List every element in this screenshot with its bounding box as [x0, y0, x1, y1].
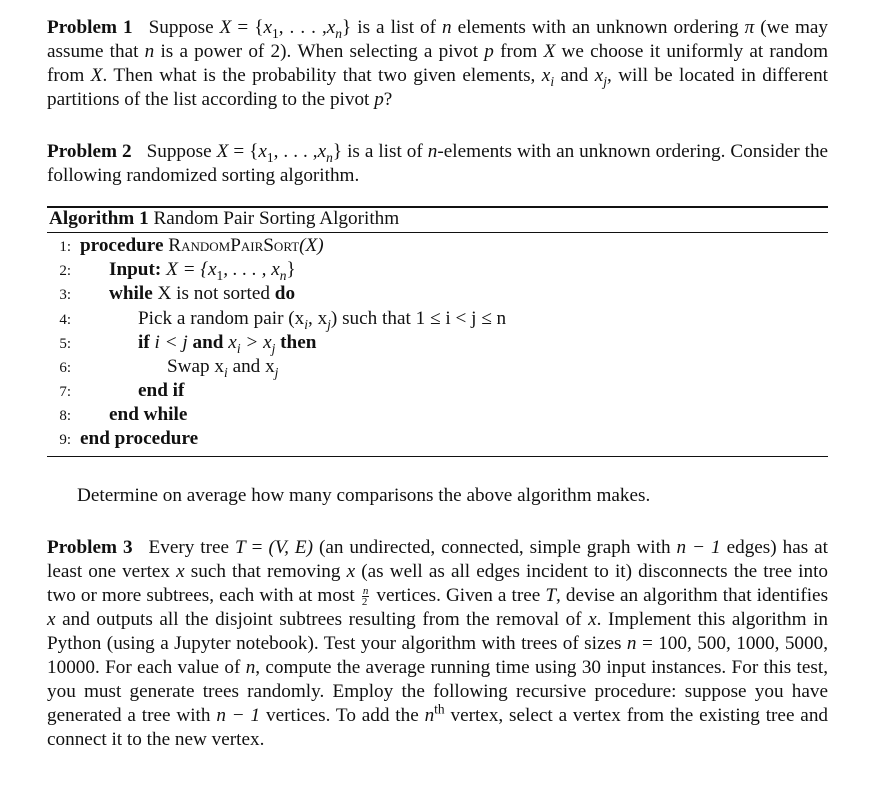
math: x — [176, 561, 185, 582]
math: x — [47, 609, 56, 630]
math: n — [144, 41, 155, 62]
text: Suppose — [146, 141, 212, 162]
text: edges) has at least one vertex — [47, 537, 829, 582]
keyword: then — [280, 332, 317, 353]
math: 100, 500, 1000, 5000, 10000 — [47, 633, 829, 678]
algorithm-line-1 — [47, 234, 828, 259]
math: 1 — [272, 25, 279, 41]
math: n — [326, 149, 333, 165]
algorithm-line-7 — [47, 379, 828, 404]
text: is a power of 2). When selecting a pivot — [160, 41, 479, 62]
text: from — [500, 41, 538, 62]
keyword: Input: — [109, 259, 162, 280]
math: X — [90, 65, 103, 86]
text: , will be located in different partitions of the list according to the pivot — [47, 65, 828, 110]
problem-1 — [47, 16, 828, 112]
math: X — [543, 41, 556, 62]
determine-sentence: Determine on average how many comparisons the above algorithm makes. — [77, 485, 651, 506]
math: (V, E) — [268, 537, 313, 558]
problem-2-label: Problem 2 — [47, 141, 132, 162]
math: x — [228, 332, 237, 353]
math: π — [744, 17, 755, 38]
keyword: procedure — [80, 235, 164, 256]
keyword: end while — [109, 404, 188, 425]
text: we choose it uniformly at random from — [47, 41, 829, 86]
math: T — [545, 585, 556, 606]
math: = — [251, 537, 263, 558]
math: { — [249, 141, 259, 162]
math: 1 — [266, 149, 274, 165]
math: { — [254, 17, 264, 38]
text: is a list of — [347, 141, 423, 162]
text: elements with an unknown ordering — [457, 17, 739, 38]
math: , . . . , — [273, 141, 318, 162]
text: ? — [383, 89, 393, 110]
math: x — [594, 65, 604, 86]
text: and x — [227, 356, 275, 377]
math: > x — [240, 332, 272, 353]
fraction-n-over-2 — [362, 586, 370, 607]
line-number: 8: — [59, 408, 71, 424]
math: x — [588, 609, 597, 630]
text: X is not sorted — [157, 283, 270, 304]
text: and — [560, 65, 589, 86]
text: -elements with an unknown ordering. Consider the following randomized sorting algorithm. — [47, 141, 829, 186]
math: = — [641, 633, 653, 654]
problem-3-label: Problem 3 — [47, 537, 133, 558]
procedure-name: RandomPairSort — [168, 235, 300, 256]
math: i — [236, 340, 241, 356]
math: j — [271, 340, 276, 356]
text: (as well as all edges incident to it) disconnects the tree into two or more subtrees, each with at most — [47, 561, 829, 606]
problem-3 — [47, 536, 828, 752]
math: i — [550, 73, 555, 89]
text: Swap x — [167, 356, 225, 377]
math: X — [219, 17, 232, 38]
algorithm-line-8 — [47, 403, 828, 428]
text: , compute the average running time using 30 input instances. For this test, you must generate trees randomly. Employ the following recursive procedure: suppose you have generated a tree with — [47, 657, 829, 726]
math: i — [304, 316, 308, 332]
problem-2 — [47, 140, 828, 188]
math: j — [274, 364, 279, 380]
text: . Then what is the probability that two given elements, — [102, 65, 536, 86]
keyword: end procedure — [80, 428, 199, 449]
line-number: 5: — [59, 336, 71, 352]
math: n — [335, 25, 342, 41]
keyword: if — [138, 332, 150, 353]
math: j — [327, 316, 331, 332]
math: n — [424, 705, 435, 726]
math: i < j — [154, 332, 188, 353]
math: } — [286, 259, 296, 280]
line-number: 2: — [59, 263, 71, 279]
math: = — [233, 141, 245, 162]
keyword: end if — [138, 380, 185, 401]
math: n − 1 — [676, 537, 721, 558]
math: n — [626, 633, 637, 654]
math: , . . . , — [278, 17, 327, 38]
fraction-denominator: 2 — [361, 596, 368, 609]
line-number: 9: — [59, 432, 71, 448]
math: 1 — [216, 267, 224, 283]
math: x — [326, 17, 336, 38]
keyword: do — [274, 283, 296, 304]
math: x — [346, 561, 356, 582]
text: . Implement this algorithm in Python (using a Jupyter notebook). Test your algorithm with trees of sizes — [47, 609, 828, 654]
text: , devise an algorithm that identifies — [556, 585, 829, 606]
text: Every tree — [148, 537, 230, 558]
text: , x — [307, 308, 328, 329]
text: vertex, select a vertex from the existing tree and connect it to the new vertex. — [47, 705, 829, 750]
math: n — [442, 17, 452, 38]
math: th — [434, 701, 445, 717]
math: } — [332, 141, 343, 162]
math: n − 1 — [216, 705, 261, 726]
text: vertices. To add the — [265, 705, 419, 726]
text: ) such that 1 ≤ i < j ≤ n — [330, 308, 507, 329]
algorithm-title — [49, 207, 399, 231]
math: , . . . , x — [223, 259, 280, 280]
algorithm-line-6 — [47, 355, 828, 380]
text: is a list of — [357, 17, 437, 38]
text: (we may assume that — [47, 17, 829, 62]
math: = — [237, 17, 249, 38]
text: vertices. Given a tree — [376, 585, 541, 606]
math: x — [317, 141, 327, 162]
problem-1-label: Problem 1 — [47, 17, 133, 38]
algorithm-label: Algorithm 1 — [49, 208, 149, 229]
algorithm-line-2 — [47, 258, 828, 283]
keyword: and — [192, 332, 224, 353]
text: (an undirected, connected, simple graph with — [318, 537, 671, 558]
text: and outputs all the disjoint subtrees resulting from the removal of — [62, 609, 582, 630]
line-number: 4: — [59, 312, 71, 328]
algorithm-mid-rule — [47, 232, 828, 233]
fraction-numerator: n — [362, 585, 369, 598]
line-number: 6: — [59, 360, 71, 376]
math: X — [216, 141, 229, 162]
math: X = {x — [166, 259, 217, 280]
math: p — [484, 41, 494, 62]
algorithm-line-4 — [47, 307, 828, 332]
math: n — [427, 141, 438, 162]
algorithm-name: Random Pair Sorting Algorithm — [153, 208, 400, 229]
algorithm-bottom-rule — [47, 456, 828, 457]
text: . For each value of — [94, 657, 241, 678]
math: (X) — [299, 235, 324, 256]
math: x — [263, 17, 272, 38]
line-number: 7: — [59, 384, 71, 400]
algorithm-line-5 — [47, 331, 828, 356]
line-number: 3: — [59, 287, 71, 303]
line-number: 1: — [59, 239, 71, 255]
algorithm-line-9 — [47, 427, 828, 452]
math: } — [342, 17, 352, 38]
algorithm-line-3 — [47, 282, 828, 307]
math: T — [235, 537, 246, 558]
text: Pick a random pair (x — [138, 308, 305, 329]
keyword: while — [109, 283, 153, 304]
math: n — [279, 267, 287, 283]
math: n — [245, 657, 256, 678]
math: x — [258, 141, 267, 162]
math: x — [541, 65, 551, 86]
text: such that removing — [190, 561, 341, 582]
math: p — [374, 89, 384, 110]
math: j — [603, 73, 607, 89]
text: Suppose — [148, 17, 214, 38]
math: i — [224, 364, 228, 380]
